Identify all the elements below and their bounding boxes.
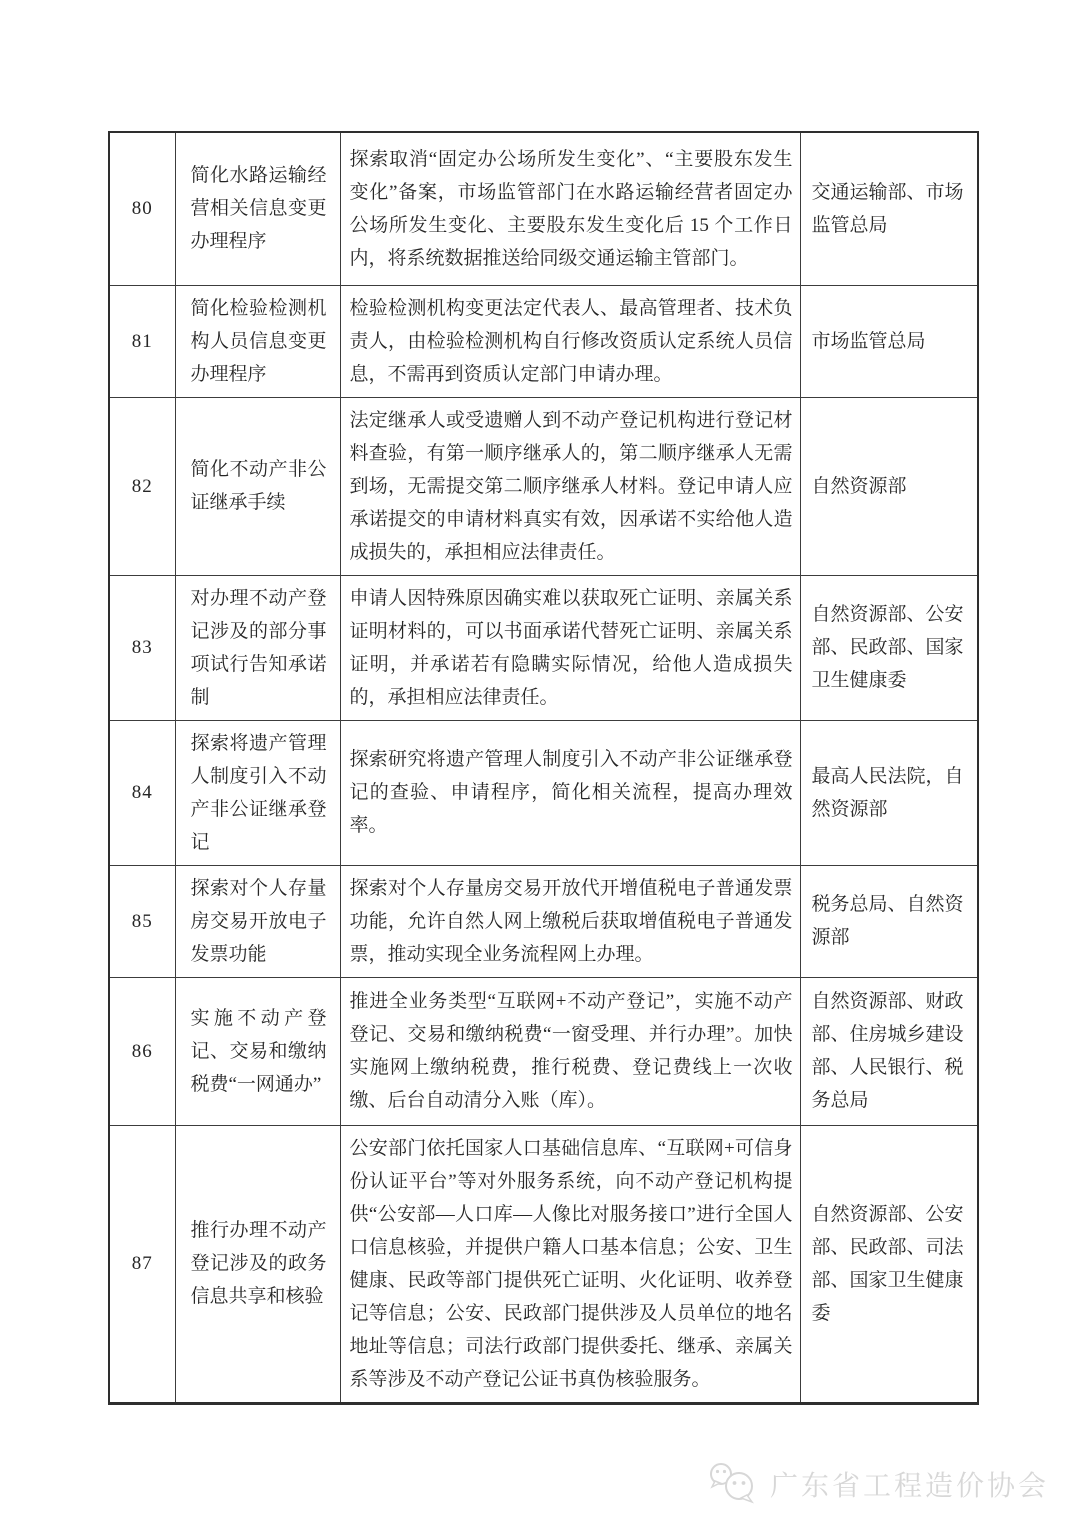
row-number: 80: [109, 132, 175, 285]
procedure-table-container: [108, 131, 979, 1405]
task-name: 简化检验检测机构人员信息变更办理程序: [175, 285, 340, 397]
task-description: 探索取消“固定办公场所发生变化”、“主要股东发生变化”备案，市场监管部门在水路运输经营者固定办公场所发生变化、主要股东发生变化后 15 个工作日内，将系统数据推送给同级交通运输主管部门。: [340, 132, 800, 285]
task-description: 法定继承人或受遗赠人到不动产登记机构进行登记材料查验，有第一顺序继承人的，第二顺序继承人无需到场，无需提交第二顺序继承人材料。登记申请人应承诺提交的申请材料真实有效，因承诺不实给他人造成损失的，承担相应法律责任。: [340, 397, 800, 575]
row-number: 86: [109, 977, 175, 1125]
responsible-departments: 最高人民法院，自然资源部: [800, 720, 978, 865]
table-row: [109, 1125, 978, 1403]
table-row: [109, 132, 978, 285]
task-name: 对办理不动产登记涉及的部分事项试行告知承诺制: [175, 575, 340, 720]
task-description: 申请人因特殊原因确实难以获取死亡证明、亲属关系证明材料的，可以书面承诺代替死亡证明、亲属关系证明，并承诺若有隐瞒实际情况，给他人造成损失的，承担相应法律责任。: [340, 575, 800, 720]
procedure-table: [108, 131, 979, 1405]
row-number: 87: [109, 1125, 175, 1403]
association-name: 广东省工程造价协会: [769, 1470, 1049, 1501]
row-number: 84: [109, 720, 175, 865]
task-description: 探索对个人存量房交易开放代开增值税电子普通发票功能，允许自然人网上缴税后获取增值税电子普通发票，推动实现全业务流程网上办理。: [340, 865, 800, 977]
task-description: 探索研究将遗产管理人制度引入不动产非公证继承登记的查验、申请程序，简化相关流程，提高办理效率。: [340, 720, 800, 865]
responsible-departments: 自然资源部: [800, 397, 978, 575]
task-description: 检验检测机构变更法定代表人、最高管理者、技术负责人，由检验检测机构自行修改资质认定系统人员信息，不需再到资质认定部门申请办理。: [340, 285, 800, 397]
task-description: 推进全业务类型“互联网+不动产登记”，实施不动产登记、交易和缴纳税费“一窗受理、并行办理”。加快实施网上缴纳税费，推行税费、登记费线上一次收缴、后台自动清分入账（库）。: [340, 977, 800, 1125]
table-row: [109, 865, 978, 977]
task-name: 实施不动产登记、交易和缴纳税费“一网通办”: [175, 977, 340, 1125]
responsible-departments: 自然资源部、公安部、民政部、国家卫生健康委: [800, 575, 978, 720]
task-name: 探索对个人存量房交易开放电子发票功能: [175, 865, 340, 977]
task-name: 简化水路运输经营相关信息变更办理程序: [175, 132, 340, 285]
responsible-departments: 交通运输部、市场监管总局: [800, 132, 978, 285]
responsible-departments: 税务总局、自然资源部: [800, 865, 978, 977]
row-number: 83: [109, 575, 175, 720]
row-number: 81: [109, 285, 175, 397]
responsible-departments: 自然资源部、财政部、住房城乡建设部、人民银行、税务总局: [800, 977, 978, 1125]
responsible-departments: 自然资源部、公安部、民政部、司法部、国家卫生健康委: [800, 1125, 978, 1403]
task-name: 推行办理不动产登记涉及的政务信息共享和核验: [175, 1125, 340, 1403]
task-description: 公安部门依托国家人口基础信息库、“互联网+可信身份认证平台”等对外服务系统，向不动产登记机构提供“公安部—人口库—人像比对服务接口”进行全国人口信息核验，并提供户籍人口基本信息；公安、卫生健康、民政等部门提供死亡证明、火化证明、收养登记等信息；公安、民政部门提供涉及人员单位的地名地址等信息；司法行政部门提供委托、继承、亲属关系等涉及不动产登记公证书真伪核验服务。: [340, 1125, 800, 1403]
table-row: [109, 285, 978, 397]
table-row: [109, 575, 978, 720]
task-name: 简化不动产非公证继承手续: [175, 397, 340, 575]
responsible-departments: 市场监管总局: [800, 285, 978, 397]
wechat-icon: [707, 1462, 761, 1506]
table-row: [109, 977, 978, 1125]
table-row: [109, 720, 978, 865]
watermark: [707, 1462, 1049, 1506]
task-name: 探索将遗产管理人制度引入不动产非公证继承登记: [175, 720, 340, 865]
table-row: [109, 397, 978, 575]
row-number: 85: [109, 865, 175, 977]
row-number: 82: [109, 397, 175, 575]
